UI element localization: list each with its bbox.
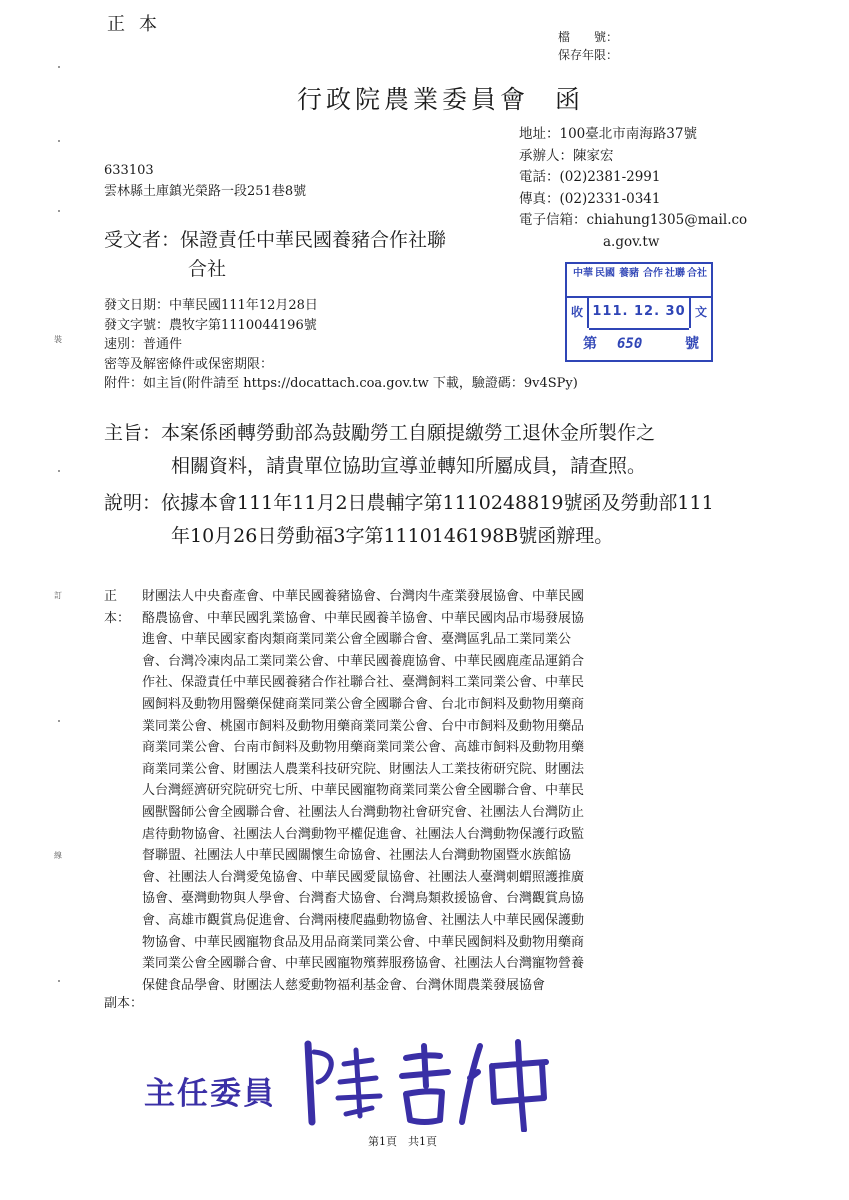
distribution-line: 進會、中華民國家畜肉類商業同業公會全國聯合會、臺灣區乳品工業同業公 [142, 632, 572, 648]
distribution-line: 國獸醫師公會全國聯合會、社團法人台灣動物社會研究會、社團法人台灣防止 [142, 804, 585, 820]
distribution-line: 保健食品學會、財團法人慈愛動物福利基金會、台灣休閒農業發展協會 [142, 977, 546, 993]
sender-email: 電子信箱：chiahung1305@mail.co [519, 212, 748, 228]
distribution-line: 業同業公會全國聯合會、中華民國寵物殯葬服務協會、社團法人台灣寵物營養 [142, 956, 585, 972]
recipient-address [104, 160, 306, 202]
postal-code: 633103 [104, 163, 154, 178]
stamp-number-handwritten: 650 [617, 336, 643, 352]
distribution-line: 虐待動物協會、社團法人台灣動物平權促進會、社團法人台灣動物保護行政監 [142, 826, 585, 842]
distribution-label: 正本： [104, 589, 131, 626]
recipient-line: 受文者：保證責任中華民國養豬合作社聯 [104, 229, 447, 251]
stamp-document-char: 文 [689, 296, 711, 328]
stamp-number [567, 330, 711, 358]
distribution-line: 物協會、中華民國寵物食品及用品商業同業公會、中華民國飼料及動物用藥商 [142, 934, 585, 950]
stamp-header-char: 中華 [573, 268, 593, 279]
sender-fax: 傳真：(02)2331-0341 [519, 190, 661, 207]
retention-period-label: 保存年限： [558, 48, 619, 62]
sender-phone: 電話：(02)2381-2991 [519, 169, 661, 185]
document-title [297, 80, 584, 116]
stamp-number-suffix: 號 [685, 336, 699, 352]
sender-email-continued: a.gov.tw [603, 233, 660, 250]
attachment-info: 附件：如主旨(附件請至 https://docattach.coa.gov.tw 下載，驗證碼：9v4SPy) [104, 376, 578, 392]
stamp-number-prefix: 第 [583, 336, 597, 352]
sender-handler: 承辦人：陳家宏 [519, 147, 614, 164]
distribution-line: 會、高雄市觀賞鳥促進會、台灣兩棲爬蟲動物協會、社團法人中華民國保護動 [142, 912, 585, 928]
distribution-line: 人台灣經濟研究院研究七所、中華民國寵物商業同業公會全國聯合會、中華民 [142, 783, 585, 799]
stamp-header-char: 社聯 [665, 268, 685, 279]
receipt-stamp [565, 262, 713, 362]
archive-number-label: 檔 號： [558, 30, 619, 44]
distribution-line: 業同業公會、桃園市飼料及動物用藥商業同業公會、台中市飼料及動物用藥品 [142, 718, 585, 734]
binding-mark: 裝 [54, 335, 62, 344]
issue-date: 發文日期：中華民國111年12月28日 [104, 298, 318, 313]
recipient-line-continued: 合社 [188, 258, 227, 280]
street-address: 雲林縣土庫鎮光榮路一段251巷8號 [104, 184, 307, 199]
distribution-line: 作社、保證責任中華民國養豬合作社聯合社、臺灣飼料工業同業公會、中華民 [142, 675, 585, 691]
document-number: 發文字號：農牧字第1110044196號 [104, 317, 317, 333]
stamp-date: 111. 12. 30 [589, 296, 689, 330]
distribution-list [104, 586, 744, 996]
signature [140, 1036, 560, 1132]
document-type: 函 [555, 85, 585, 114]
distribution-line: 會、台灣冷凍肉品工業同業公會、中華民國養鹿協會、中華民國鹿產品運銷合 [142, 653, 585, 669]
signature-title: 主任委員 [144, 1076, 276, 1112]
explanation-section [104, 487, 804, 553]
explanation-line-continued: 年10月26日勞動福3字第1110146198B號函辦理。 [171, 525, 614, 547]
archive-block [558, 28, 618, 64]
subject-section [104, 417, 804, 483]
signature-handwriting [308, 1042, 546, 1130]
stamp-header [567, 264, 711, 298]
subject-line: 主旨：本案係函轉勞動部為鼓勵勞工自願提繳勞工退休金所製作之 [104, 422, 656, 444]
delivery-speed: 速別：普通件 [104, 337, 183, 353]
page-footer: 第1頁 共1頁 [368, 1135, 437, 1148]
binding-mark: 線 [54, 851, 62, 860]
stamp-header-char: 民國 [595, 268, 615, 279]
sender-info [519, 124, 769, 253]
recipient [104, 226, 524, 284]
distribution-body [142, 586, 744, 996]
binding-mark: 訂 [54, 591, 62, 600]
stamp-receive-char: 收 [567, 296, 589, 328]
stamp-header-char: 養豬 [619, 268, 639, 279]
explanation-line: 說明：依據本會111年11月2日農輔字第1110248819號函及勞動部111 [104, 492, 714, 514]
subject-line-continued: 相關資料，請貴單位協助宣導並轉知所屬成員，請查照。 [171, 455, 647, 477]
distribution-line: 督聯盟、社團法人中華民國關懷生命協會、社團法人台灣動物園暨水族館協 [142, 848, 572, 864]
document-meta [104, 296, 578, 394]
stamp-header-char: 合作 [643, 268, 663, 279]
distribution-line: 財團法人中央畜產會、中華民國養豬協會、台灣肉牛產業發展協會、中華民國 [142, 589, 585, 604]
sender-address: 地址：100臺北市南海路37號 [519, 126, 697, 142]
distribution-line: 會、社團法人台灣愛兔協會、中華民國愛鼠協會、社團法人臺灣刺蝟照護推廣 [142, 869, 585, 885]
stamp-header-char: 合社 [687, 268, 707, 279]
distribution-line: 協會、臺灣動物與人學會、台灣畜犬協會、台灣鳥類救援協會、台灣觀賞鳥協 [142, 891, 585, 907]
distribution-line: 商業同業公會、台南市飼料及動物用藥商業同業公會、高雄市飼料及動物用藥 [142, 740, 585, 756]
copy-type-label: 正本 [107, 14, 171, 35]
distribution-line: 酪農協會、中華民國乳業協會、中華民國養羊協會、中華民國肉品市場發展協 [142, 610, 585, 626]
cc-label: 副本： [104, 996, 144, 1011]
distribution-line: 國飼料及動物用醫藥保健商業同業公會全國聯合會、台北市飼料及動物用藥商 [142, 696, 585, 712]
secrecy-level: 密等及解密條件或保密期限： [104, 356, 274, 372]
issuing-agency: 行政院農業委員會 [297, 85, 530, 114]
distribution-line: 商業同業公會、財團法人農業科技研究院、財團法人工業技術研究院、財團法 [142, 761, 585, 777]
